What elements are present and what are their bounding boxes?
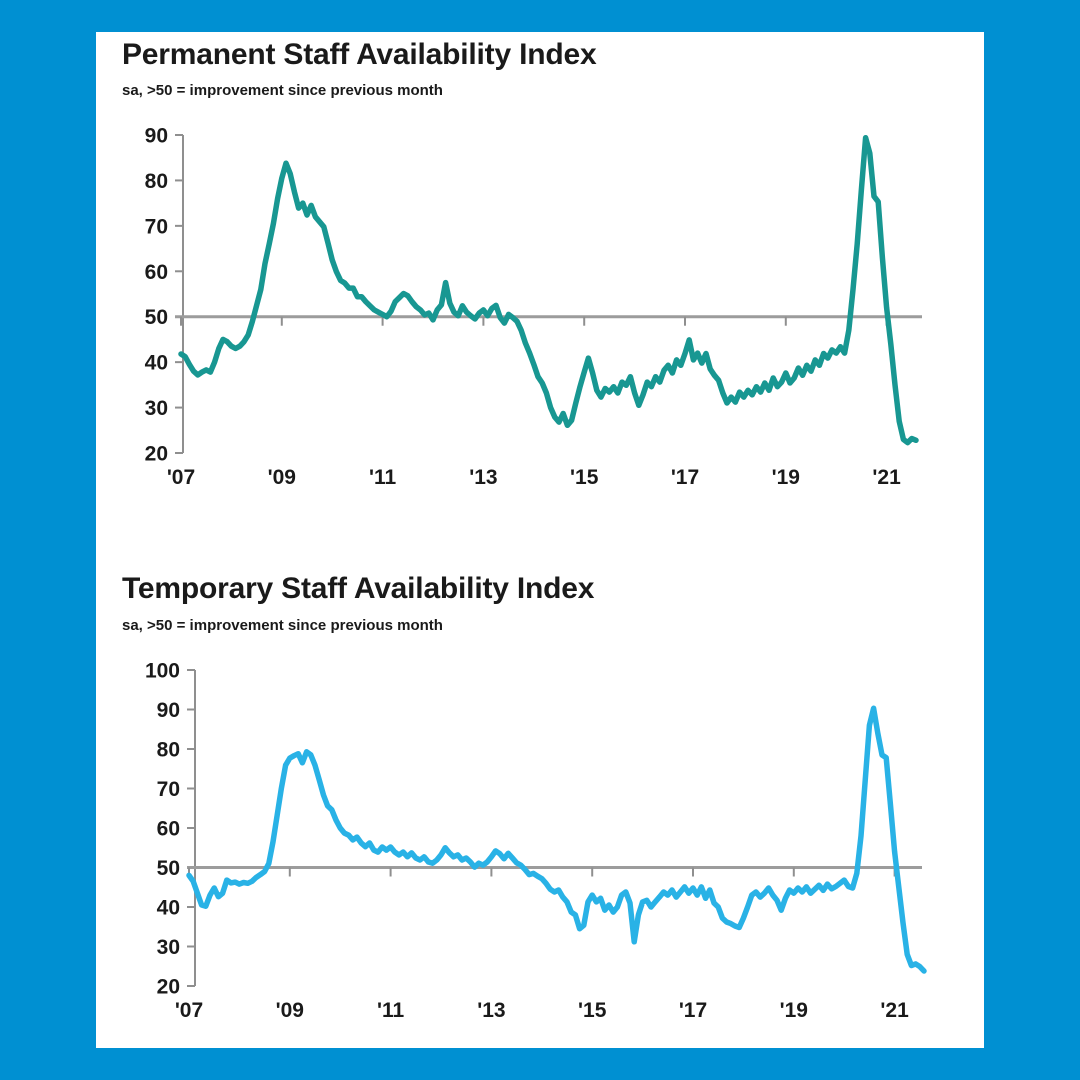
x-tick-label: '19 (771, 466, 800, 489)
x-tick-label: '11 (376, 999, 405, 1022)
y-tick-label: 30 (144, 397, 168, 421)
y-tick-label: 20 (144, 442, 168, 466)
x-tick-label: '07 (174, 999, 204, 1022)
temporary-chart-title: Temporary Staff Availability Index (122, 572, 595, 605)
charts-canvas (96, 32, 984, 1048)
x-tick-label: '21 (872, 466, 901, 489)
x-tick-label: '15 (570, 466, 599, 489)
y-tick-label: 50 (144, 306, 168, 330)
series-line-0 (181, 138, 916, 443)
x-tick-label: '17 (678, 999, 708, 1022)
chart-card (96, 32, 984, 1048)
y-tick-label: 30 (156, 936, 180, 959)
y-tick-label: 90 (144, 124, 168, 148)
y-tick-label: 70 (156, 778, 180, 801)
x-tick-label: '15 (578, 999, 607, 1022)
series-line-1 (189, 708, 924, 971)
y-tick-label: 40 (156, 896, 180, 920)
y-tick-label: 60 (144, 260, 168, 284)
y-tick-label: 50 (156, 857, 180, 880)
x-tick-label: '19 (779, 999, 808, 1022)
y-tick-label: 100 (144, 659, 180, 683)
x-tick-label: '07 (166, 466, 196, 489)
y-tick-label: 90 (156, 699, 180, 722)
x-tick-label: '11 (368, 466, 397, 489)
y-tick-label: 40 (144, 351, 168, 375)
y-tick-label: 80 (156, 738, 180, 762)
x-tick-label: '13 (469, 466, 498, 489)
x-tick-label: '17 (670, 466, 700, 489)
y-tick-label: 80 (144, 169, 168, 193)
temporary-chart-subtitle: sa, >50 = improvement since previous month (122, 617, 443, 634)
x-tick-label: '09 (267, 466, 296, 489)
y-tick-label: 20 (156, 975, 180, 999)
y-tick-label: 60 (156, 817, 180, 841)
permanent-chart-title: Permanent Staff Availability Index (122, 38, 597, 71)
x-tick-label: '21 (880, 999, 909, 1022)
x-tick-label: '09 (275, 999, 304, 1022)
y-tick-label: 70 (144, 215, 168, 239)
x-tick-label: '13 (477, 999, 506, 1022)
permanent-chart-subtitle: sa, >50 = improvement since previous month (122, 82, 443, 99)
